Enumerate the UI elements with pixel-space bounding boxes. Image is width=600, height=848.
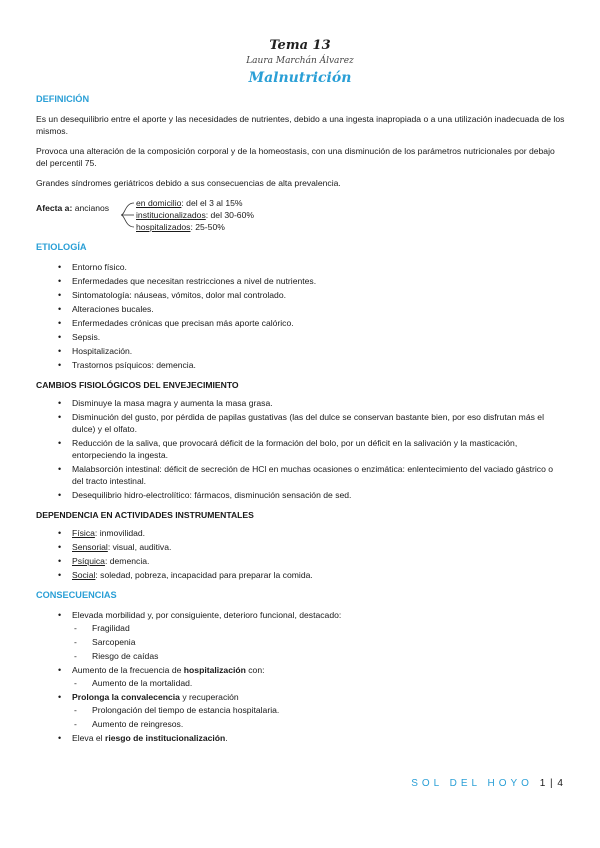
list-item: • Sensorial: visual, auditiva. bbox=[36, 541, 566, 553]
document-subject: Malnutrición bbox=[248, 70, 352, 86]
list-item: • Trastornos psíquicos: demencia. bbox=[36, 359, 566, 371]
list-item: • Alteraciones bucales. bbox=[36, 303, 566, 315]
afecta-option: institucionalizados: del 30-60% bbox=[136, 210, 255, 220]
sub-list bbox=[72, 677, 566, 689]
page-footer bbox=[411, 778, 564, 789]
etiologia-list bbox=[36, 261, 566, 371]
document-title: Tema 13 bbox=[269, 38, 331, 53]
section-heading-etiologia: ETIOLOGÍA bbox=[36, 242, 87, 252]
list-item: • Reducción de la saliva, que provocará déficit de la formación del bolo, por un déficit en la salivación y la masticación, entorpeciendo la ingesta. bbox=[36, 437, 566, 461]
list-item: • Hospitalización. bbox=[36, 345, 566, 357]
afecta-options bbox=[136, 197, 254, 233]
cambios-list bbox=[36, 397, 566, 501]
list-item: • Física: inmovilidad. bbox=[36, 527, 566, 539]
branch-bracket-icon bbox=[120, 197, 136, 233]
list-item: • Sepsis. bbox=[36, 331, 566, 343]
sub-list-item: - Fragilidad bbox=[72, 622, 566, 634]
section-heading-dependencia: DEPENDENCIA EN ACTIVIDADES INSTRUMENTALES bbox=[36, 510, 254, 520]
definicion-paragraph-1: Es un desequilibrio entre el aporte y las necesidades de nutrientes, debido a una ingesta inapropiada o a una utilización inadecuada de los mismos. bbox=[36, 114, 565, 136]
sub-list bbox=[72, 704, 566, 730]
consecuencias-list bbox=[36, 609, 566, 744]
list-item: • Enfermedades crónicas que precisan más aporte calórico. bbox=[36, 317, 566, 329]
list-item: • Sintomatología: náuseas, vómitos, dolor mal controlado. bbox=[36, 289, 566, 301]
list-item: • Disminuye la masa magra y aumenta la masa grasa. bbox=[36, 397, 566, 409]
afecta-option: hospitalizados: 25-50% bbox=[136, 222, 225, 232]
list-item: • Malabsorción intestinal: déficit de secreción de HCl en muchas ocasiones o enzimática: enlentecimiento del vaciado gástrico o del tracto intestinal. bbox=[36, 463, 566, 487]
list-item: • Eleva el riesgo de institucionalización. bbox=[36, 732, 566, 744]
list-item: • Social: soledad, pobreza, incapacidad para preparar la comida. bbox=[36, 569, 566, 581]
definicion-paragraph-2: Provoca una alteración de la composición corporal y de la homeostasis, con una disminución de los parámetros nutricionales por debajo del percentil 75. bbox=[36, 146, 555, 168]
list-item: • Desequilibrio hidro-electrolítico: fármacos, disminución sensación de sed. bbox=[36, 489, 566, 501]
afecta-lead: Afecta a: ancianos bbox=[36, 203, 110, 213]
afecta-option: en domicilio: del el 3 al 15% bbox=[136, 198, 243, 208]
afecta-target: ancianos bbox=[74, 203, 110, 213]
list-item: • Entorno físico. bbox=[36, 261, 566, 273]
definicion-paragraph-3: Grandes síndromes geriátricos debido a sus consecuencias de alta prevalencia. bbox=[36, 178, 341, 188]
list-item: • Elevada morbilidad y, por consiguiente, deterioro funcional, destacado: - Fragilidad - Sarcopenia - Riesgo de caídas bbox=[36, 609, 566, 662]
list-item: • Psíquica: demencia. bbox=[36, 555, 566, 567]
sub-list-item: - Aumento de la mortalidad. bbox=[72, 677, 566, 689]
sub-list-item: - Prolongación del tiempo de estancia hospitalaria. bbox=[72, 704, 566, 716]
footer-brand: SOL DEL HOYO bbox=[411, 778, 533, 789]
section-heading-cambios: CAMBIOS FISIOLÓGICOS DEL ENVEJECIMIENTO bbox=[36, 380, 239, 390]
list-item: • Enfermedades que necesitan restricciones a nivel de nutrientes. bbox=[36, 275, 566, 287]
section-heading-definicion: DEFINICIÓN bbox=[36, 94, 90, 104]
sub-list-item: - Sarcopenia bbox=[72, 636, 566, 648]
section-heading-consecuencias: CONSECUENCIAS bbox=[36, 590, 117, 600]
page-number: 1 | 4 bbox=[539, 778, 564, 789]
afecta-label: Afecta a bbox=[36, 203, 70, 213]
sub-list-item: - Aumento de reingresos. bbox=[72, 718, 566, 730]
list-item: • Prolonga la convalecencia y recuperación - Prolongación del tiempo de estancia hospitalaria. - Aumento de reingresos. bbox=[36, 691, 566, 730]
sub-list-item: - Riesgo de caídas bbox=[72, 650, 566, 662]
dependencia-list bbox=[36, 527, 566, 581]
list-item: • Disminución del gusto, por pérdida de papilas gustativas (las del dulce se conservan bastante bien, por eso disfrutan más el dulce) y el olfato. bbox=[36, 411, 566, 435]
afecta-block bbox=[36, 197, 566, 233]
content bbox=[36, 93, 566, 752]
document-author: Laura Marchán Álvarez bbox=[246, 56, 354, 66]
list-item: • Aumento de la frecuencia de hospitalización con: - Aumento de la mortalidad. bbox=[36, 664, 566, 689]
sub-list bbox=[72, 622, 566, 662]
